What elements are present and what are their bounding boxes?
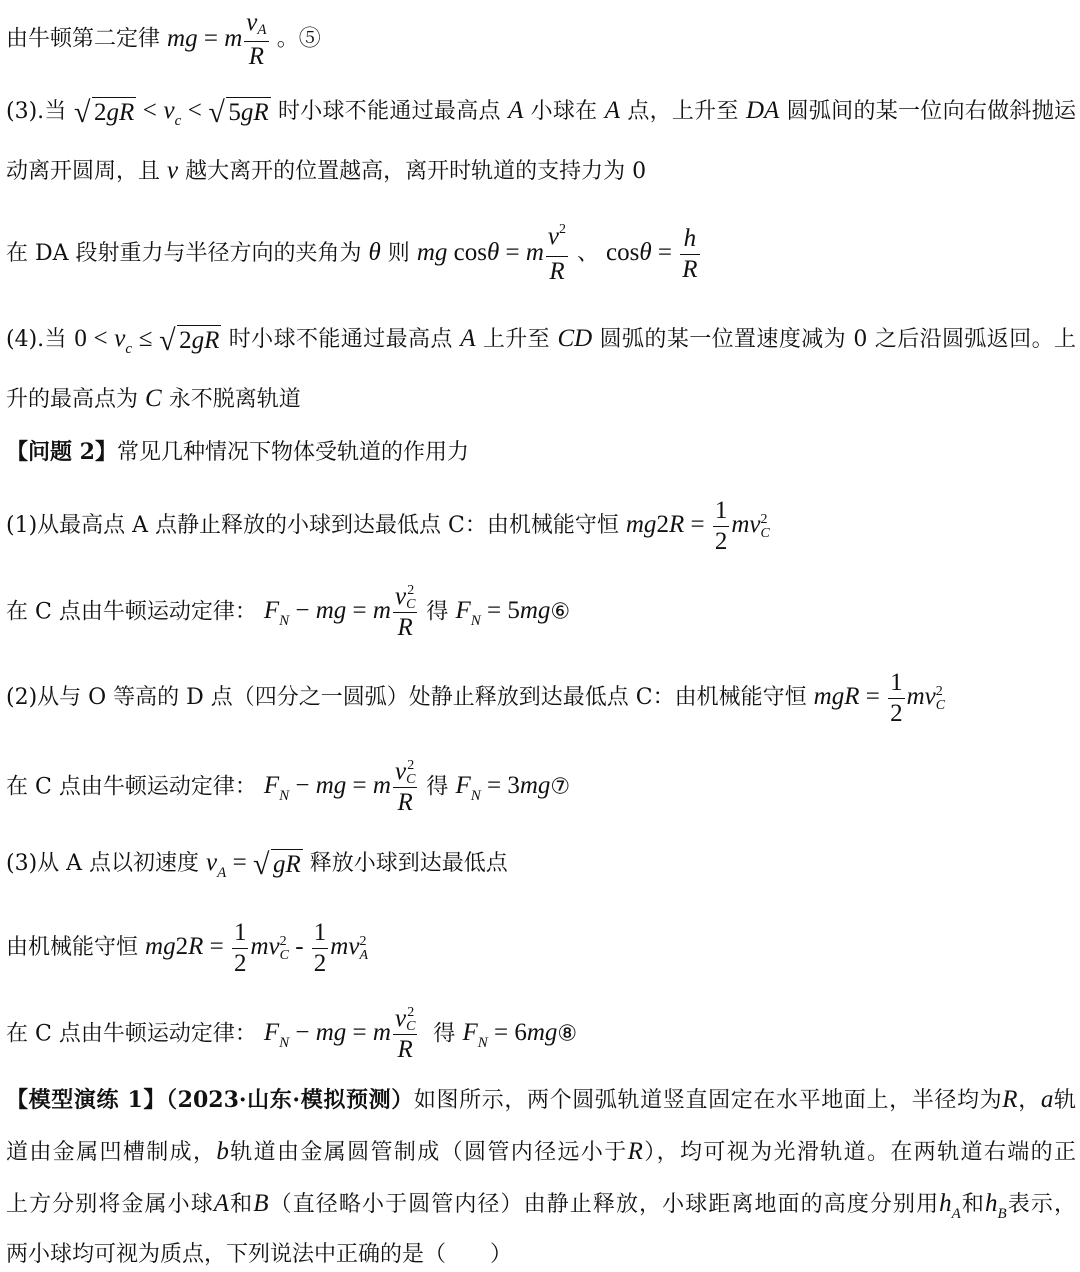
exercise-line: 上方分别将金属小球A和B（直径略小于圆管内径）由静止释放，小球距离地面的高度分别用$h_A$和$h_B$表示， — [6, 1190, 1076, 1222]
text: 则 — [387, 241, 410, 267]
text: 道由金属凹槽制成， — [6, 1140, 217, 1165]
formula: $v_A$ = √ gR — [206, 847, 301, 881]
text: 表示， — [1006, 1192, 1076, 1217]
text-line — [6, 918, 1076, 979]
text: (3)从 A 点以初速度 — [6, 851, 200, 876]
text: 由牛顿第二定律 — [6, 26, 161, 52]
exercise-line: 【模型演练 1】（2023·山东·模拟预测）如图所示，两个圆弧轨道竖直固定在水平地面上，半径均为R，a轨 — [6, 1086, 1076, 1113]
text-line — [6, 757, 1076, 818]
text-line: 在 DA 段射重力与半径方向的夹角为 θ 则 mg cosθ = m $\frac{v^2}{R}$ 、 cosθ = $\frac{h}{R}$ — [6, 222, 1076, 287]
text: （直径略小于圆管内径）由静止释放，小球距离地面的高度分别用 — [268, 1192, 940, 1217]
heading-label: 【问题 2】 — [6, 439, 117, 465]
formula: $F_N = 6mg$ — [462, 1019, 558, 1052]
text: 、 — [577, 241, 600, 267]
formula: $0 < v_c$ ≤ √ 2gR — [74, 323, 220, 357]
text: 得 — [426, 599, 449, 625]
text: 永不脱离轨道 — [168, 387, 301, 412]
exercise-line — [6, 1240, 1076, 1270]
text: 上升至 — [482, 327, 551, 352]
text-line — [6, 496, 1076, 557]
text: ⑦ — [550, 774, 571, 800]
formula: $F_N = 3mg$ — [455, 772, 551, 805]
text: 。⑤ — [276, 26, 321, 52]
text: 得 — [433, 1021, 456, 1047]
formula: $F_N$ − mg = m v 2 C R — [263, 583, 416, 642]
text: 常见几种情况下物体受轨道的作用力 — [116, 440, 469, 465]
text: 动离开圆周，且 — [6, 159, 161, 184]
exercise-line: 道由金属凹槽制成，b轨道由金属圆管制成（圆管内径远小于R），均可视为光滑轨道。在两轨道右端的正 — [6, 1138, 1076, 1165]
formula: $F_N$ − mg = m v 2 C R — [263, 758, 416, 817]
text: 和 — [960, 1192, 986, 1217]
text: 由机械能守恒 — [6, 935, 139, 961]
text: 在 C 点由牛顿运动定律： — [6, 1021, 257, 1047]
text: 上方分别将金属小球 — [6, 1192, 214, 1217]
formula: mg2R = $\frac{1}{2}$ mv 2 C - $\frac{1}{2}$ mv 2 A — [145, 919, 369, 977]
text: 和 — [229, 1192, 254, 1217]
text-line: 动离开圆周，且 v 越大离开的位置越高，离开时轨道的支持力为 0 — [6, 157, 647, 184]
text: ），均可视为光滑轨道。在两轨道右端的正 — [642, 1140, 1076, 1165]
text: 在 DA 段射重力与半径方向的夹角为 — [6, 241, 362, 267]
text: 小球在 — [530, 99, 598, 124]
text: 在 C 点由牛顿运动定律： — [6, 774, 257, 800]
text-line — [6, 848, 1076, 881]
section-heading — [6, 437, 1076, 468]
formula: mg2R = $\frac{1}{2}$ mv 2 C — [625, 497, 770, 555]
text: ⑥ — [550, 599, 571, 625]
text-line — [6, 582, 1076, 643]
text: (4).当 — [6, 327, 67, 352]
text: (3).当 — [6, 99, 67, 124]
text: 时小球不能通过最高点 — [277, 99, 501, 124]
text: ⑧ — [557, 1021, 578, 1047]
text: 释放小球到达最低点 — [309, 851, 508, 876]
text: 如图所示，两个圆弧轨道竖直固定在水平地面上，半径均为 — [413, 1088, 1003, 1113]
formula: mgR = $\frac{1}{2}$ mv 2 C — [813, 669, 946, 727]
text: ， — [1017, 1088, 1041, 1113]
formula: $F_N = 5mg$ — [455, 597, 551, 630]
text: 得 — [426, 774, 449, 800]
text: (2)从与 O 等高的 D 点（四分之一圆弧）处静止释放到达最低点 C：由机械能守恒 — [6, 685, 807, 711]
text: 越大离开的位置越高，离开时轨道的支持力为 0 — [185, 159, 647, 184]
text: 在 C 点由牛顿运动定律： — [6, 599, 257, 625]
text: 升的最高点为 — [6, 387, 139, 412]
text-line — [6, 1004, 1076, 1065]
formula: mg cosθ = m $\frac{v^2}{R}$ — [416, 222, 567, 285]
text: 点，上升至 — [627, 99, 739, 124]
text-line: 升的最高点为 C 永不脱离轨道 — [6, 385, 301, 412]
text: 轨 — [1053, 1088, 1076, 1113]
text: 圆弧间的某一位向右做斜抛运 — [786, 99, 1076, 124]
text-line: (4).当 $0 < v_c$ ≤ √ 2gR 时小球不能通过最高点 A 上升至 CD 圆弧的某一位置速度减为 0 之后沿圆弧返回。上 — [6, 323, 1076, 357]
text-line: (3).当 √ $2gR < v_c$ < √ 5gR 时小球不能通过最高点 A 小球在 A 点，上升至 DA 圆弧间的某一位向右做斜抛运 — [6, 95, 1076, 129]
text-line — [6, 668, 1076, 729]
formula: $F_N$ − mg = m v 2 C R — [263, 1005, 416, 1064]
exercise-title: 【模型演练 1】（2023·山东·模拟预测） — [6, 1087, 414, 1113]
text: 轨道由金属圆管制成（圆管内径远小于 — [228, 1140, 628, 1165]
text: 两小球均可视为质点，下列说法中正确的是（ ） — [6, 1242, 513, 1267]
text: 时小球不能通过最高点 — [228, 327, 453, 352]
text-line — [6, 8, 1076, 72]
formula: cosθ = $\frac{h}{R}$ — [606, 225, 698, 283]
formula: mg = m $\frac{vA}{R}$ — [167, 9, 267, 70]
text: 圆弧的某一位置速度减为 0 之后沿圆弧返回。上 — [599, 327, 1076, 352]
formula: √ $2gR < v_c$ < √ 5gR — [74, 95, 269, 129]
text: (1)从最高点 A 点静止释放的小球到达最低点 C：由机械能守恒 — [6, 513, 619, 539]
